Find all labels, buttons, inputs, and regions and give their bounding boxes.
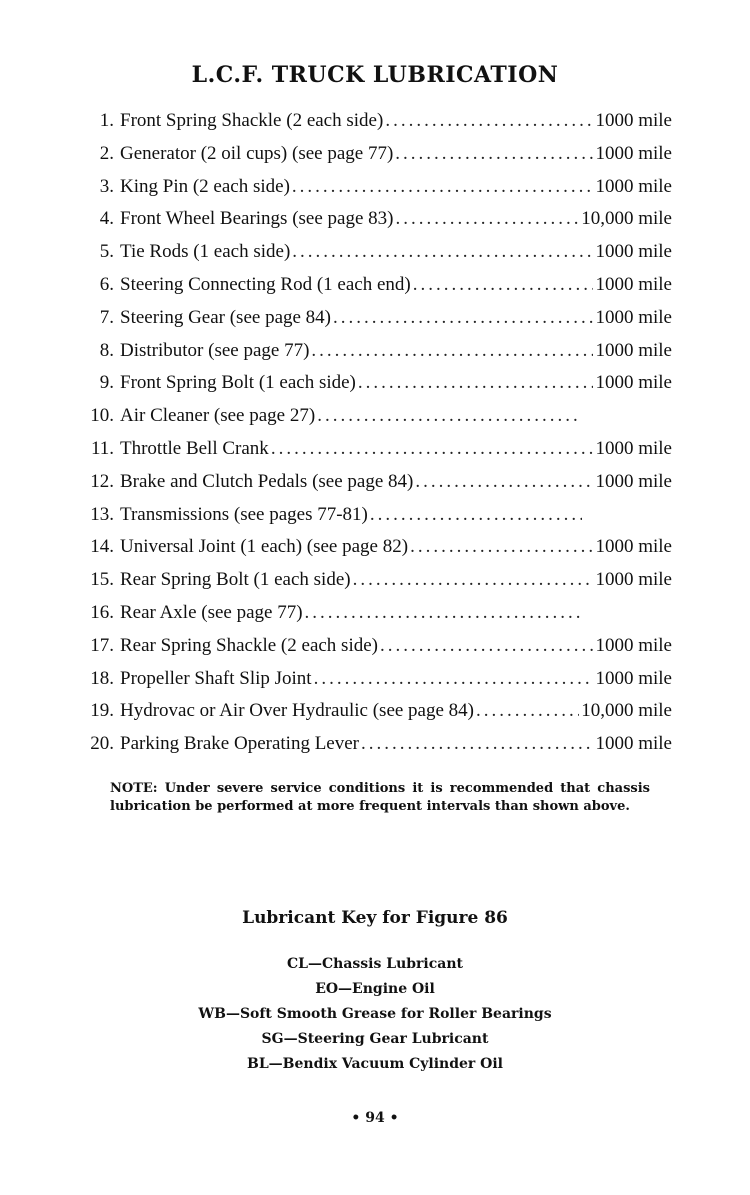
item-label: Brake and Clutch Pedals (see page 84) — [120, 470, 414, 492]
item-interval: 1000 mile — [595, 273, 672, 295]
item-label: Propeller Shaft Slip Joint — [120, 667, 312, 689]
dot-leader — [314, 668, 594, 690]
list-item — [78, 372, 672, 405]
item-interval: 1000 mile — [595, 372, 672, 394]
item-number: 1. — [99, 110, 114, 131]
dot-leader — [380, 635, 593, 657]
dot-leader — [292, 176, 594, 198]
lubricant-key-list — [0, 952, 750, 1077]
item-interval: 1000 mile — [595, 241, 672, 263]
dot-leader — [311, 340, 593, 362]
item-label: Front Wheel Bearings (see page 83) — [120, 208, 394, 230]
item-interval: 1000 mile — [595, 306, 672, 328]
dot-leader — [385, 110, 593, 132]
dot-leader — [415, 471, 593, 493]
dot-leader — [271, 438, 594, 460]
dot-leader — [317, 405, 582, 427]
item-label: Front Spring Bolt (1 each side) — [120, 372, 356, 394]
item-interval: 1000 mile — [595, 634, 672, 656]
service-note: NOTE: Under severe service conditions it is recommended that chassis lubrication be performed at more frequent intervals than shown above. — [110, 781, 650, 814]
list-item — [78, 176, 672, 209]
item-label: Throttle Bell Crank — [120, 437, 269, 459]
list-item — [78, 110, 672, 143]
item-label: Hydrovac or Air Over Hydraulic (see page 84) — [120, 700, 475, 722]
item-number: 17. — [90, 634, 114, 656]
item-number: 20. — [90, 733, 114, 755]
item-number: 11. — [90, 437, 114, 459]
item-label: Steering Gear (see page 84) — [120, 306, 332, 328]
item-number: 7. — [99, 306, 114, 328]
item-number: 15. — [90, 569, 114, 591]
dot-leader — [292, 241, 593, 263]
list-item — [78, 143, 672, 176]
lubricant-key-entry: CL—Chassis Lubricant — [287, 956, 463, 972]
list-item — [78, 471, 672, 504]
list-item — [78, 733, 672, 766]
item-label: Rear Axle (see page 77) — [120, 601, 303, 623]
item-number: 13. — [90, 503, 114, 525]
item-label: Distributor (see page 77) — [120, 339, 310, 361]
item-interval: 1000 mile — [595, 110, 672, 131]
item-interval: 1000 mile — [595, 667, 672, 689]
item-label: Tie Rods (1 each side) — [120, 241, 291, 263]
dot-leader — [358, 372, 594, 394]
item-interval: 10,000 mile — [581, 208, 672, 230]
dot-leader — [353, 569, 594, 591]
lubrication-list — [78, 110, 672, 766]
item-number: 8. — [99, 339, 114, 361]
item-label: Parking Brake Operating Lever — [120, 733, 359, 755]
item-number: 16. — [90, 601, 114, 623]
list-item — [78, 536, 672, 569]
list-item — [78, 208, 672, 241]
item-interval: 1000 mile — [595, 339, 672, 361]
lubricant-key-entry: WB—Soft Smooth Grease for Roller Bearings — [198, 1006, 552, 1022]
item-number: 9. — [99, 372, 114, 394]
list-item — [78, 602, 672, 635]
item-number: 14. — [90, 536, 114, 558]
item-label: King Pin (2 each side) — [120, 175, 290, 197]
list-item — [78, 340, 672, 373]
list-item — [78, 700, 672, 733]
item-interval: 1000 mile — [595, 733, 672, 755]
item-label: Front Spring Shackle (2 each side) — [120, 110, 384, 131]
item-number: 3. — [99, 175, 114, 197]
item-interval: 1000 mile — [595, 437, 672, 459]
page-title: L.C.F. TRUCK LUBRICATION — [191, 62, 559, 88]
item-label: Rear Spring Shackle (2 each side) — [120, 634, 378, 656]
dot-leader — [333, 307, 593, 329]
item-label: Air Cleaner (see page 27) — [120, 405, 316, 427]
item-interval: 1000 mile — [595, 175, 672, 197]
list-item — [78, 274, 672, 307]
lubricant-key-title: Lubricant Key for Figure 86 — [242, 908, 508, 928]
item-number: 10. — [90, 405, 114, 427]
list-item — [78, 569, 672, 602]
lubricant-key-entry: SG—Steering Gear Lubricant — [261, 1031, 489, 1047]
item-number: 19. — [90, 700, 114, 722]
list-item — [78, 668, 672, 701]
item-number: 4. — [99, 208, 114, 230]
dot-leader — [395, 143, 593, 165]
item-label: Transmissions (see pages 77-81) — [120, 503, 368, 525]
dot-leader — [413, 274, 594, 296]
dot-leader — [395, 208, 579, 230]
list-item — [78, 307, 672, 340]
dot-leader — [410, 536, 593, 558]
item-interval: 10,000 mile — [581, 700, 672, 722]
dot-leader — [476, 700, 579, 722]
item-label: Universal Joint (1 each) (see page 82) — [120, 536, 409, 558]
list-item — [78, 241, 672, 274]
item-label: Generator (2 oil cups) (see page 77) — [120, 142, 394, 164]
item-interval: 1000 mile — [595, 536, 672, 558]
dot-leader — [370, 504, 582, 526]
list-item — [78, 504, 672, 537]
page-number: • 94 • — [351, 1110, 399, 1126]
lubricant-key-entry: EO—Engine Oil — [315, 981, 435, 997]
dot-leader — [361, 733, 593, 755]
dot-leader — [305, 602, 582, 624]
item-number: 18. — [90, 667, 114, 689]
list-item — [78, 438, 672, 471]
item-label: Steering Connecting Rod (1 each end) — [120, 273, 411, 295]
lubricant-key-entry: BL—Bendix Vacuum Cylinder Oil — [246, 1056, 503, 1072]
item-interval: 1000 mile — [595, 142, 672, 164]
item-interval: 1000 mile — [595, 470, 672, 492]
item-number: 5. — [99, 241, 114, 263]
item-label: Rear Spring Bolt (1 each side) — [120, 569, 351, 591]
item-interval: 1000 mile — [595, 569, 672, 591]
item-number: 6. — [99, 273, 114, 295]
item-number: 2. — [99, 142, 114, 164]
item-number: 12. — [90, 470, 114, 492]
list-item — [78, 405, 672, 438]
list-item — [78, 635, 672, 668]
